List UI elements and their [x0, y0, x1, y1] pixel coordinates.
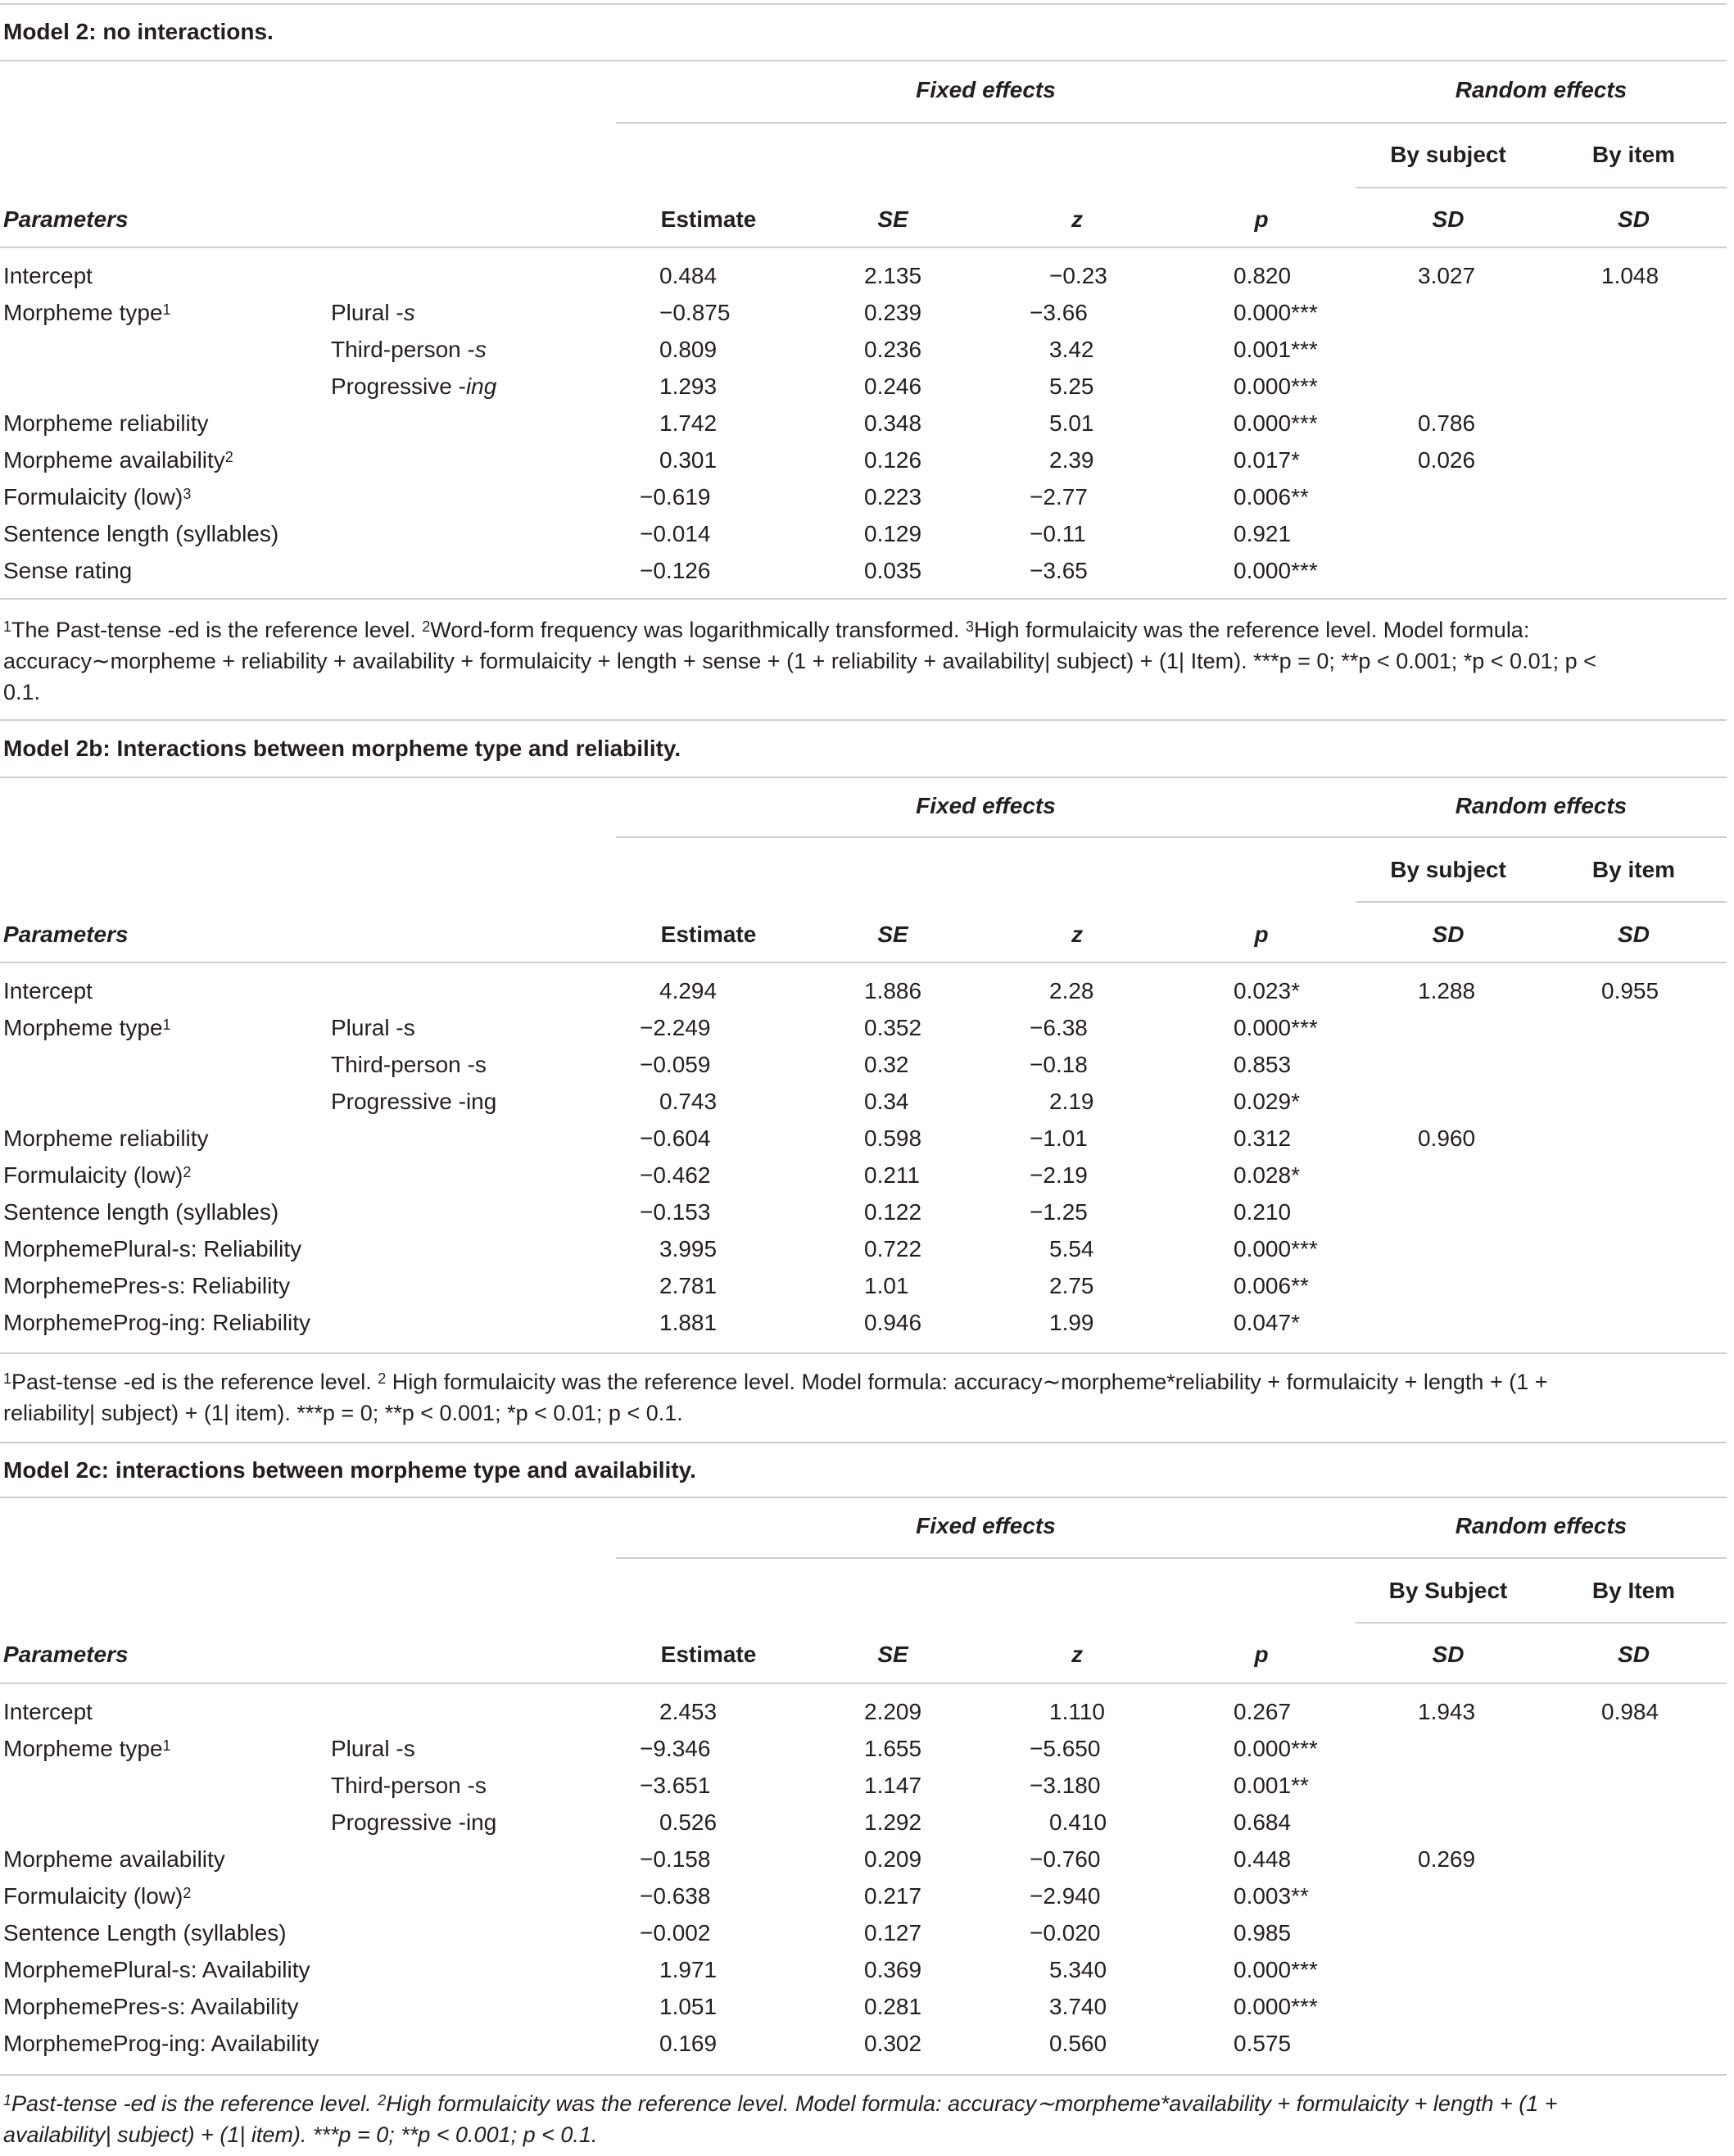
col-sd-item: SD [1618, 1642, 1650, 1667]
param-name: MorphemePres-s: Availability [3, 1994, 299, 2019]
by-subject-heading: By Subject [1388, 1578, 1508, 1603]
se-value: 0.352 [864, 1015, 922, 1040]
p-value: 0.001*** [1234, 337, 1318, 362]
col-p: p [1254, 1642, 1269, 1667]
se-value: 1.01 [864, 1273, 909, 1298]
se-value: 0.348 [864, 410, 922, 436]
se-value: 0.722 [864, 1236, 922, 1261]
p-value: 0.000*** [1234, 1736, 1318, 1761]
se-value: 2.135 [864, 263, 922, 288]
by-item-heading: By item [1591, 857, 1676, 882]
col-se: SE [877, 922, 908, 947]
param-name: Morpheme reliability [3, 1126, 209, 1151]
se-value: 0.211 [864, 1162, 920, 1188]
z-value: −0.020 [1030, 1920, 1101, 1945]
param-name: Sense rating [3, 558, 133, 583]
estimate-value: −0.158 [640, 1846, 711, 1872]
rule [1356, 1622, 1727, 1624]
z-value: 2.39 [1049, 447, 1094, 473]
col-sd-subject: SD [1432, 206, 1465, 232]
se-value: 1.655 [864, 1736, 922, 1761]
estimate-value: −0.462 [640, 1162, 711, 1188]
param-name: Morpheme reliability [3, 410, 209, 436]
p-value: 0.985 [1234, 1920, 1292, 1945]
col-se: SE [877, 1642, 908, 1667]
estimate-value: −0.059 [640, 1052, 711, 1077]
estimate-value: 0.484 [659, 263, 718, 288]
level-name: Progressive -ing [331, 1810, 497, 1835]
table-title: Model 2b: Interactions between morpheme type and reliability. [3, 736, 681, 761]
se-value: 1.292 [864, 1810, 922, 1835]
sd-subject-value: 0.269 [1418, 1846, 1476, 1872]
p-value: 0.017* [1234, 447, 1300, 473]
z-value: −6.38 [1030, 1015, 1088, 1040]
p-value: 0.000*** [1234, 1236, 1318, 1261]
se-value: 0.946 [864, 1310, 922, 1335]
level-name: Third-person -s [331, 337, 487, 362]
rule [1356, 836, 1727, 838]
sd-subject-value: 0.026 [1418, 447, 1476, 473]
level-name: Progressive -ing [331, 374, 497, 399]
se-value: 0.236 [864, 337, 922, 362]
col-p: p [1254, 206, 1269, 232]
z-value: −3.65 [1030, 558, 1088, 583]
p-value: 0.000*** [1234, 374, 1318, 399]
se-value: 0.32 [864, 1052, 909, 1077]
estimate-value: −0.604 [640, 1126, 711, 1151]
param-name: Sentence length (syllables) [3, 1199, 279, 1225]
col-z: z [1071, 922, 1083, 947]
rule [0, 1497, 1727, 1498]
estimate-value: 1.051 [659, 1994, 718, 2019]
level-name: Third-person -s [331, 1052, 487, 1077]
sd-item-value: 1.048 [1601, 263, 1659, 288]
p-value: 0.000*** [1234, 558, 1318, 583]
param-name: Morpheme availability$^2$ [3, 447, 233, 473]
rule [0, 962, 1727, 963]
col-sd-item: SD [1618, 206, 1650, 232]
se-value: 0.209 [864, 1846, 922, 1872]
p-value: 0.000*** [1234, 410, 1318, 436]
sd-subject-value: 1.943 [1418, 1699, 1476, 1724]
z-value: −2.940 [1030, 1883, 1101, 1909]
estimate-value: 4.294 [659, 978, 718, 1003]
estimate-value: 1.742 [659, 410, 718, 436]
p-value: 0.003** [1234, 1883, 1309, 1909]
rule [0, 247, 1727, 248]
param-name: Formulaicity (low)$^3$ [3, 484, 192, 510]
col-estimate: Estimate [660, 1642, 757, 1667]
param-name: MorphemeProg-ing: Availability [3, 2031, 319, 2056]
se-value: 2.209 [864, 1699, 922, 1724]
param-name: Morpheme availability [3, 1846, 225, 1872]
z-value: −3.180 [1030, 1773, 1101, 1798]
estimate-value: 0.169 [659, 2031, 718, 2056]
z-value: 5.01 [1049, 410, 1094, 436]
level-name: Third-person -s [331, 1773, 487, 1798]
rule [0, 2074, 1727, 2076]
p-value: 0.684 [1234, 1810, 1292, 1835]
se-value: 0.035 [864, 558, 922, 583]
p-value: 0.448 [1234, 1846, 1292, 1872]
param-name: MorphemePlural-s: Reliability [3, 1236, 302, 1261]
sd-subject-value: 3.027 [1418, 263, 1476, 288]
p-value: 0.023* [1234, 978, 1300, 1003]
z-value: −1.01 [1030, 1126, 1088, 1151]
z-value: 2.19 [1049, 1089, 1094, 1114]
z-value: 2.28 [1049, 978, 1094, 1003]
table-footnote: $^1$Past-tense -ed is the reference level. $^2$ High formulaicity was the reference level. Model formula: accuracy∼morpheme*reliability + formulaicity + length + (1 + reliability| subject) + (1| item). ***p = 0; **p < 0.001; *p < 0.01; p < 0.1. [3, 1370, 1548, 1425]
z-value: −0.11 [1030, 521, 1086, 546]
estimate-value: −2.249 [640, 1015, 711, 1040]
rule [0, 598, 1727, 600]
p-value: 0.029* [1234, 1089, 1300, 1114]
estimate-value: 0.743 [659, 1089, 718, 1114]
z-value: −0.18 [1030, 1052, 1088, 1077]
param-name: Intercept [3, 1699, 93, 1724]
fixed-effects-heading: Fixed effects [916, 1513, 1056, 1538]
table-title: Model 2: no interactions. [3, 19, 274, 44]
table-title: Model 2c: interactions between morpheme type and availability. [3, 1457, 696, 1483]
z-value: −5.650 [1030, 1736, 1101, 1761]
col-z: z [1071, 206, 1083, 232]
estimate-value: −0.875 [659, 300, 731, 325]
param-name: Morpheme type$^1$ [3, 1015, 171, 1040]
z-value: −2.19 [1030, 1162, 1088, 1188]
se-value: 0.34 [864, 1089, 909, 1114]
col-z: z [1071, 1642, 1083, 1667]
p-value: 0.267 [1234, 1699, 1292, 1724]
col-sd-subject: SD [1432, 922, 1465, 947]
rule [0, 1352, 1727, 1354]
estimate-value: −9.346 [640, 1736, 711, 1761]
z-value: 5.340 [1049, 1957, 1107, 1982]
p-value: 0.820 [1234, 263, 1292, 288]
param-name: Intercept [3, 263, 93, 288]
se-value: 0.369 [864, 1957, 922, 1982]
rule [1356, 1557, 1727, 1559]
sd-item-value: 0.955 [1601, 978, 1659, 1003]
estimate-value: 3.995 [659, 1236, 718, 1261]
z-value: −1.25 [1030, 1199, 1088, 1225]
z-value: −2.77 [1030, 484, 1088, 510]
p-value: 0.210 [1234, 1199, 1292, 1225]
rule [616, 122, 1356, 124]
by-subject-heading: By subject [1390, 142, 1506, 167]
param-name: Sentence Length (syllables) [3, 1920, 287, 1945]
estimate-value: −0.619 [640, 484, 711, 510]
z-value: 1.99 [1049, 1310, 1094, 1335]
rule [1356, 122, 1727, 124]
param-name: Formulaicity (low)$^2$ [3, 1162, 192, 1188]
p-value: 0.921 [1234, 521, 1292, 546]
estimate-value: −0.002 [640, 1920, 711, 1945]
p-value: 0.000*** [1234, 300, 1318, 325]
estimate-value: 2.453 [659, 1699, 718, 1724]
rule [0, 777, 1727, 778]
param-name: Intercept [3, 978, 93, 1003]
col-sd-subject: SD [1432, 1642, 1465, 1667]
table-footnote: $^1$Past-tense -ed is the reference level. $^2$High formulaicity was the reference level. Model formula: accuracy∼morpheme*availability + formulaicity + length + (1 + availability| subject) + (1| item). ***p = 0; **p < 0.001; p < 0.1. [3, 2091, 1558, 2147]
se-value: 0.223 [864, 484, 922, 510]
p-value: 0.000*** [1234, 1015, 1318, 1040]
col-parameters: Parameters [3, 206, 129, 232]
level-name: Progressive -ing [331, 1089, 497, 1114]
rule [616, 1557, 1356, 1559]
z-value: −0.760 [1030, 1846, 1101, 1872]
p-value: 0.575 [1234, 2031, 1292, 2056]
col-parameters: Parameters [3, 1642, 129, 1667]
se-value: 0.598 [864, 1126, 922, 1151]
rule [616, 836, 1356, 838]
param-name: MorphemePres-s: Reliability [3, 1273, 291, 1298]
z-value: 0.560 [1049, 2031, 1107, 2056]
estimate-value: 0.809 [659, 337, 718, 362]
estimate-value: −0.638 [640, 1883, 711, 1909]
se-value: 0.127 [864, 1920, 922, 1945]
estimate-value: 2.781 [659, 1273, 718, 1298]
z-value: 3.740 [1049, 1994, 1107, 2019]
random-effects-heading: Random effects [1455, 793, 1628, 818]
estimate-value: 1.881 [659, 1310, 718, 1335]
z-value: 5.25 [1049, 374, 1094, 399]
col-estimate: Estimate [660, 922, 757, 947]
estimate-value: 0.526 [659, 1810, 718, 1835]
z-value: 5.54 [1049, 1236, 1094, 1261]
rule [0, 719, 1727, 721]
rule [0, 60, 1727, 61]
level-name: Plural -s [331, 1015, 415, 1040]
col-parameters: Parameters [3, 922, 129, 947]
p-value: 0.028* [1234, 1162, 1300, 1188]
p-value: 0.047* [1234, 1310, 1300, 1335]
p-value: 0.853 [1234, 1052, 1292, 1077]
col-p: p [1254, 922, 1269, 947]
rule [0, 3, 1727, 5]
by-item-heading: By Item [1591, 1578, 1676, 1603]
random-effects-heading: Random effects [1455, 77, 1628, 102]
col-estimate: Estimate [660, 206, 757, 232]
estimate-value: −0.153 [640, 1199, 711, 1225]
estimate-value: 0.301 [659, 447, 718, 473]
p-value: 0.006** [1234, 484, 1309, 510]
estimate-value: −0.126 [640, 558, 711, 583]
se-value: 1.886 [864, 978, 922, 1003]
p-value: 0.001** [1234, 1773, 1309, 1798]
col-se: SE [877, 206, 908, 232]
z-value: −0.23 [1049, 263, 1107, 288]
se-value: 0.302 [864, 2031, 922, 2056]
estimate-value: −3.651 [640, 1773, 711, 1798]
fixed-effects-heading: Fixed effects [916, 793, 1056, 818]
random-effects-heading: Random effects [1455, 1513, 1628, 1538]
se-value: 0.217 [864, 1883, 922, 1909]
level-name: Plural -s [331, 300, 415, 325]
se-value: 0.281 [864, 1994, 922, 2019]
param-name: Formulaicity (low)$^2$ [3, 1883, 192, 1909]
p-value: 0.000*** [1234, 1957, 1318, 1982]
z-value: 1.110 [1049, 1699, 1105, 1724]
rule [1356, 187, 1727, 188]
by-item-heading: By item [1591, 142, 1676, 167]
estimate-value: 1.293 [659, 374, 718, 399]
rule [0, 1683, 1727, 1684]
param-name: MorphemePlural-s: Availability [3, 1957, 310, 1982]
by-subject-heading: By subject [1390, 857, 1506, 882]
se-value: 0.246 [864, 374, 922, 399]
p-value: 0.006** [1234, 1273, 1309, 1298]
se-value: 0.126 [864, 447, 922, 473]
rule [1356, 901, 1727, 903]
se-value: 0.239 [864, 300, 922, 325]
param-name: Morpheme type$^1$ [3, 1736, 171, 1761]
se-value: 0.129 [864, 521, 922, 546]
sd-subject-value: 1.288 [1418, 978, 1476, 1003]
se-value: 0.122 [864, 1199, 922, 1225]
sd-item-value: 0.984 [1601, 1699, 1659, 1724]
z-value: 3.42 [1049, 337, 1094, 362]
col-sd-item: SD [1618, 922, 1650, 947]
param-name: Sentence length (syllables) [3, 521, 279, 546]
param-name: MorphemeProg-ing: Reliability [3, 1310, 311, 1335]
rule [0, 1442, 1727, 1443]
sd-subject-value: 0.960 [1418, 1126, 1476, 1151]
level-name: Plural -s [331, 1736, 415, 1761]
z-value: −3.66 [1030, 300, 1088, 325]
p-value: 0.000*** [1234, 1994, 1318, 2019]
estimate-value: 1.971 [659, 1957, 718, 1982]
se-value: 1.147 [864, 1773, 922, 1798]
table-footnote: $^1$The Past-tense -ed is the reference level. $^2$Word-form frequency was logarithmically transformed. $^3$High formulaicity was the reference level. Model formula: accuracy∼morpheme + reliability + availability + formulaicity + length + sense + (1 + reliability + availability| subject) + (1| Item). ***p = 0; **p < 0.001; *p < 0.01; p < 0.1. [3, 618, 1596, 704]
z-value: 0.410 [1049, 1810, 1107, 1835]
p-value: 0.312 [1234, 1126, 1292, 1151]
param-name: Morpheme type$^1$ [3, 300, 171, 325]
fixed-effects-heading: Fixed effects [916, 77, 1056, 102]
sd-subject-value: 0.786 [1418, 410, 1476, 436]
z-value: 2.75 [1049, 1273, 1094, 1298]
estimate-value: −0.014 [640, 521, 711, 546]
